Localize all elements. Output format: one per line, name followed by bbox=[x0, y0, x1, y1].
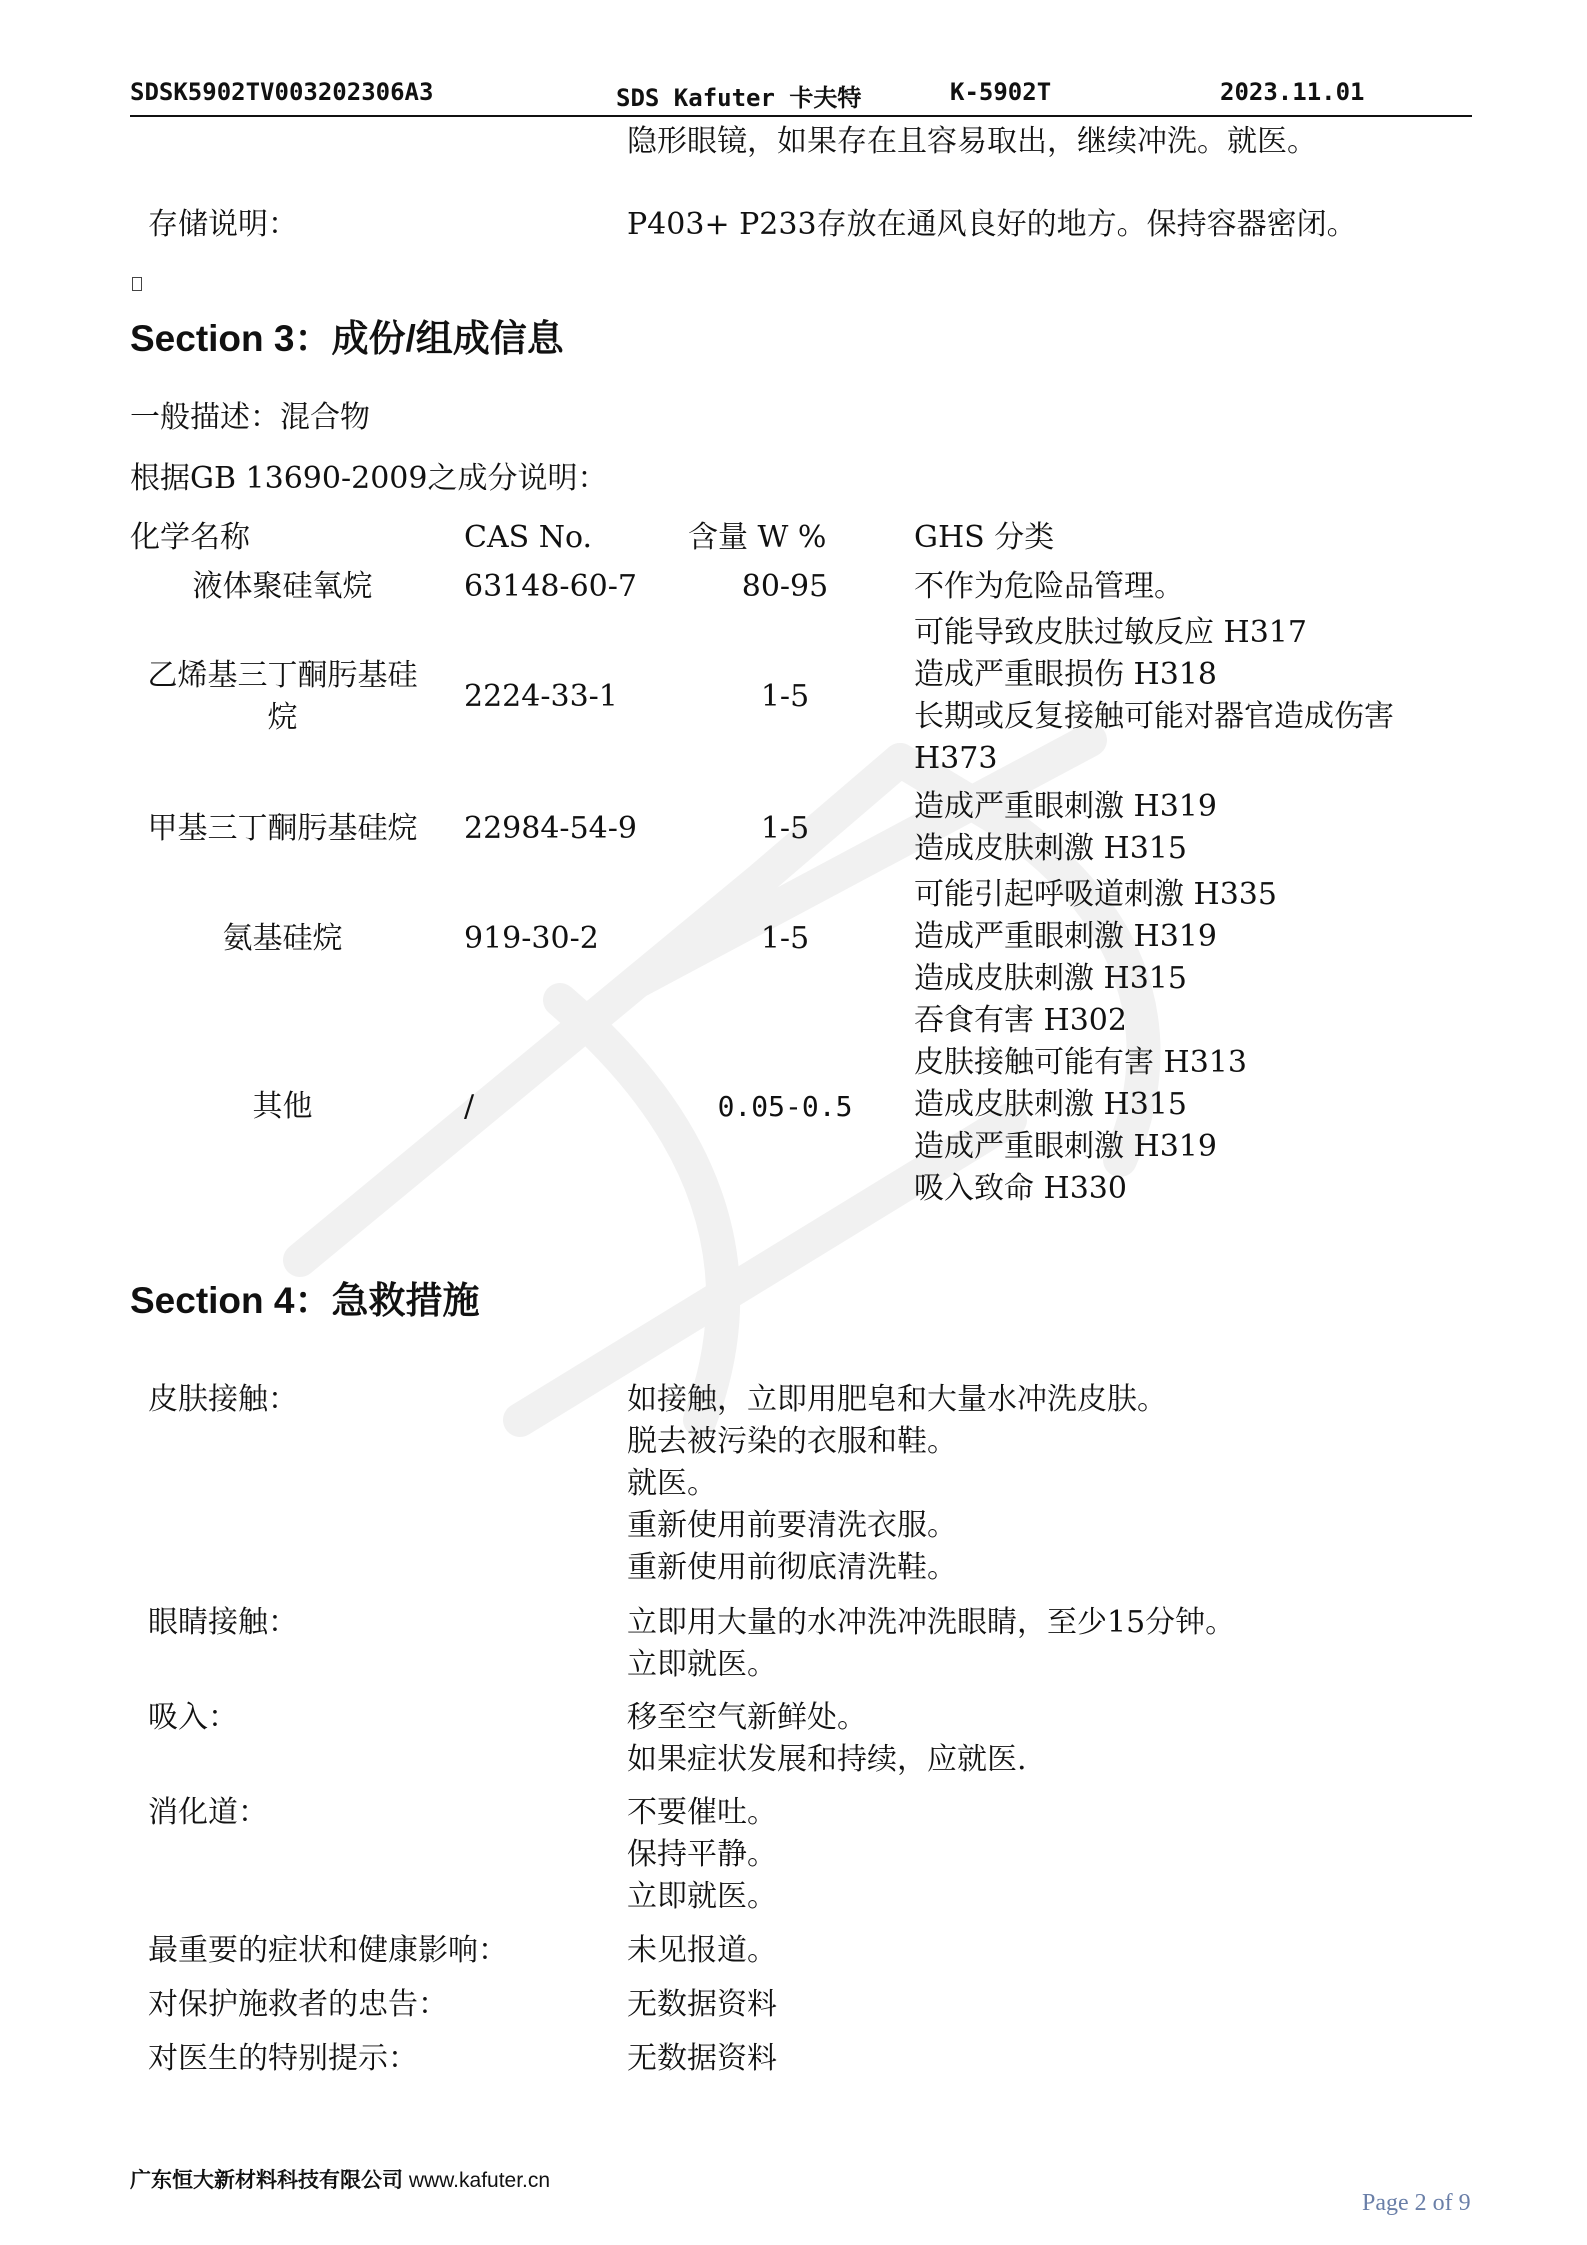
ingredient-name: 乙烯基三丁酮肟基硅 烷 bbox=[147, 658, 418, 735]
storage-value: P403+ P233存放在通风良好的地方。保持容器密闭。 bbox=[627, 207, 1357, 242]
cas-number: / bbox=[464, 1089, 475, 1124]
ingredient-name: 氨基硅烷 bbox=[222, 921, 343, 956]
ingredient-name: 液体聚硅氧烷 bbox=[192, 569, 373, 604]
sds-title: SDS Kafuter 卡夫特 bbox=[616, 84, 862, 112]
section3-title: Section 3：成份/组成信息 bbox=[130, 318, 564, 359]
page-number: Page 2 of 9 bbox=[1362, 2190, 1471, 2216]
ghs-class-list: 造成严重眼刺激 H319 造成皮肤刺激 H315 bbox=[914, 789, 1217, 866]
section4-title: Section 4：急救措施 bbox=[130, 1280, 480, 1321]
small-marker-icon bbox=[132, 277, 142, 291]
first-aid-measures: 不要催吐。 保持平静。 立即就医。 bbox=[627, 1795, 777, 1914]
content-range: 1-5 bbox=[760, 811, 810, 846]
first-aid-measures: 立即用大量的水冲洗冲洗眼睛，至少15分钟。 立即就医。 bbox=[627, 1605, 1236, 1682]
content-range: 80-95 bbox=[741, 569, 829, 604]
first-aid-measures: 如接触，立即用肥皂和大量水冲洗皮肤。 脱去被污染的衣服和鞋。 就医。 重新使用前要清洗衣服。 重新使用前彻底清洗鞋。 bbox=[627, 1382, 1167, 1585]
company-name: 广东恒大新材料科技有限公司 bbox=[130, 2169, 403, 2192]
header-divider bbox=[130, 115, 1472, 117]
cas-number: 22984-54-9 bbox=[464, 811, 637, 846]
ghs-class: 不作为危险品管理。 bbox=[914, 569, 1184, 604]
first-aid-measures: 无数据资料 bbox=[627, 2041, 777, 2076]
ingredient-name: 甲基三丁酮肟基硅烷 bbox=[147, 811, 418, 846]
first-aid-label: 最重要的症状和健康影响： bbox=[148, 1933, 508, 1968]
doc-date: 2023.11.01 bbox=[1220, 78, 1365, 106]
first-aid-measures: 无数据资料 bbox=[627, 1987, 777, 2022]
doc-code: SDSK5902TV003202306A3 bbox=[130, 78, 434, 106]
col-header-content: 含量 W % bbox=[688, 520, 827, 555]
precaution-carryover: 隐形眼镜，如果存在且容易取出，继续冲洗。就医。 bbox=[627, 124, 1317, 159]
cas-number: 2224-33-1 bbox=[464, 679, 618, 714]
content-range: 0.05-0.5 bbox=[717, 1090, 853, 1123]
first-aid-measures: 未见报道。 bbox=[627, 1933, 777, 1968]
first-aid-label: 吸入： bbox=[148, 1700, 238, 1735]
ghs-class-list: 可能引起呼吸道刺激 H335 造成严重眼刺激 H319 造成皮肤刺激 H315 bbox=[914, 877, 1277, 996]
col-header-name: 化学名称 bbox=[130, 520, 250, 555]
content-range: 1-5 bbox=[760, 921, 810, 956]
company-website[interactable]: www.kafuter.cn bbox=[408, 2169, 551, 2192]
first-aid-label: 对保护施救者的忠告： bbox=[148, 1987, 448, 2022]
first-aid-label: 对医生的特别提示： bbox=[148, 2041, 418, 2076]
ghs-class-list: 吞食有害 H302 皮肤接触可能有害 H313 造成皮肤刺激 H315 造成严重眼刺激 H319 吸入致命 H330 bbox=[914, 1003, 1247, 1206]
composition-basis: 根据GB 13690-2009之成分说明： bbox=[130, 461, 608, 496]
footer-company bbox=[130, 2164, 550, 2194]
ingredient-name: 其他 bbox=[252, 1089, 313, 1124]
general-description: 一般描述：混合物 bbox=[130, 400, 370, 435]
content-range: 1-5 bbox=[760, 679, 810, 714]
cas-number: 63148-60-7 bbox=[464, 569, 637, 604]
cas-number: 919-30-2 bbox=[464, 921, 599, 956]
first-aid-label: 眼睛接触： bbox=[148, 1605, 298, 1640]
first-aid-label: 消化道： bbox=[148, 1795, 268, 1830]
storage-label: 存储说明： bbox=[148, 207, 298, 242]
product-code: K-5902T bbox=[950, 78, 1052, 106]
col-header-cas: CAS No. bbox=[464, 520, 593, 555]
first-aid-measures: 移至空气新鲜处。 如果症状发展和持续，应就医. bbox=[627, 1700, 1027, 1777]
first-aid-label: 皮肤接触： bbox=[148, 1382, 298, 1417]
col-header-ghs: GHS 分类 bbox=[914, 520, 1055, 555]
ghs-class-list: 可能导致皮肤过敏反应 H317 造成严重眼损伤 H318 长期或反复接触可能对器官造成伤害 H373 bbox=[914, 615, 1394, 776]
